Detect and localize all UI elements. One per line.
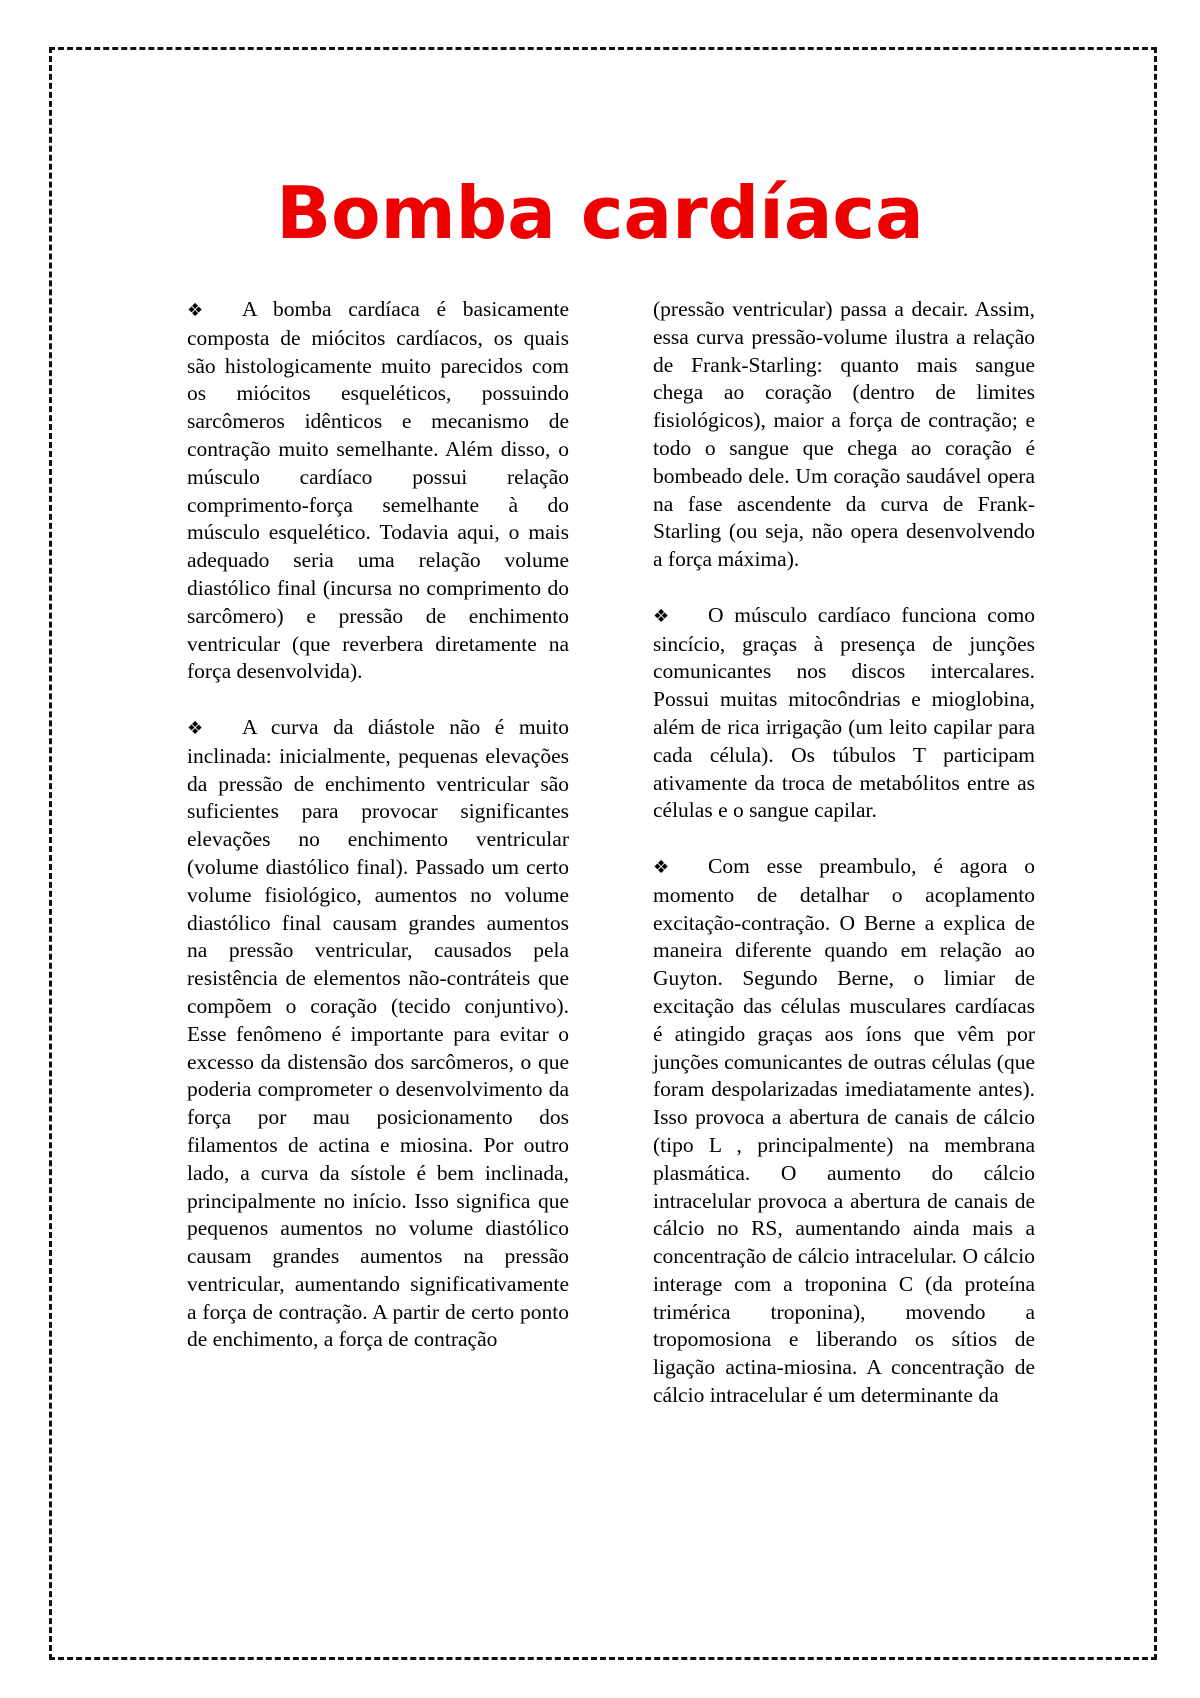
paragraph-text: (pressão ventricular) passa a decair. Assim, essa curva pressão-volume ilustra a relação de Frank-Starling: quanto mais sangue chega ao coração (dentro de limites fisiológicos), maior a força de contração; e todo o sangue que chega ao coração é bombeado dele. Um coração saudável opera na fase ascendente da curva de Frank-Starling (ou seja, não opera desenvolvendo a força máxima).: [653, 297, 1035, 572]
paragraph-text: A curva da diástole não é muito inclinada: inicialmente, pequenas elevações da pressão de enchimento ventricular são suficientes para provocar significantes elevações no enchimento ventricular (volume diastólico final). Passado um certo volume fisiológico, aumentos no volume diastólico final causam grandes aumentos na pressão ventricular, causados pela resistência de elementos não-contráteis que compõem o coração (tecido conjuntivo). Esse fenômeno é importante para evitar o excesso da distensão dos sarcômeros, o que poderia comprometer o desenvolvimento da força por mau posicionamento dos filamentos de actina e miosina. Por outro lado, a curva da sístole é bem inclinada, principalmente no início. Isso significa que pequenos aumentos no volume diastólico causam grandes aumentos na pressão ventricular, aumentando significativamente a força de contração. A partir de certo ponto de enchimento, a força de contração: [187, 714, 569, 1352]
diamond-bullet-icon: ❖: [187, 717, 204, 739]
paragraph-1: [187, 296, 569, 686]
paragraph-continued: [653, 296, 1035, 574]
right-column: [653, 296, 1035, 1438]
paragraph-4: [653, 853, 1035, 1410]
paragraph-text: A bomba cardíaca é basicamente composta de miócitos cardíacos, os quais são histologicamente muito parecidos com os miócitos esqueléticos, possuindo sarcômeros idênticos e mecanismo de contração muito semelhante. Além disso, o músculo cardíaco possui relação comprimento-força semelhante à do músculo esquelético. Todavia aqui, o mais adequado seria uma relação volume diastólico final (incursa no comprimento do sarcômero) e pressão de enchimento ventricular (que reverbera diretamente na força desenvolvida).: [187, 297, 569, 684]
paragraph-2: [187, 714, 569, 1354]
diamond-bullet-icon: ❖: [187, 300, 204, 321]
diamond-bullet-icon: ❖: [653, 856, 670, 878]
diamond-bullet-icon: ❖: [653, 605, 670, 627]
paragraph-text: O músculo cardíaco funciona como sincício, graças à presença de junções comunicantes nos discos intercalares. Possui muitas mitocôndrias e mioglobina, além de rica irrigação (um leito capilar para cada célula). Os túbulos T participam ativamente da troca de metabólitos entre as células e o sangue capilar.: [653, 602, 1035, 823]
paragraph-text: Com esse preambulo, é agora o momento de detalhar o acoplamento excitação-contração. O Berne a explica de maneira diferente quando em relação ao Guyton. Segundo Berne, o limiar de excitação das células musculares cardíacas é atingido graças aos íons que vêm por junções comunicantes de outras células (que foram despolarizadas imediatamente antes). Isso provoca a abertura de canais de cálcio (tipo L , principalmente) na membrana plasmática. O aumento do cálcio intracelular provoca a abertura de canais de cálcio no RS, aumentando ainda mais a concentração de cálcio intracelular. O cálcio interage com a troponina C (da proteína trimérica troponina), movendo a tropomosiona e liberando os sítios de ligação actina-miosina. A concentração de cálcio intracelular é um determinante da: [653, 853, 1035, 1408]
document-title: Bomba cardíaca: [276, 171, 924, 255]
left-column: [187, 296, 569, 1382]
paragraph-3: [653, 602, 1035, 825]
